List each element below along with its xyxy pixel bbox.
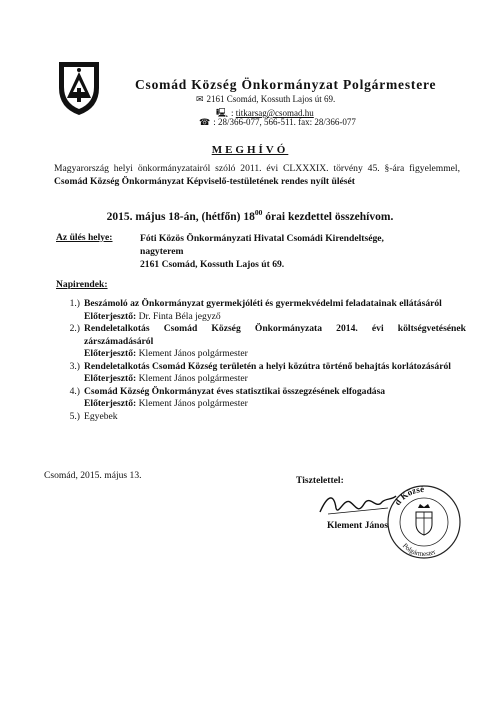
agenda-item: 2.) Rendeletalkotás Csomád Község Önkormányzata 2014. évi költségvetésének zárszámadásáról Előterjesztő: Klement János polgármester (69, 323, 466, 359)
svg-text:d Közsé: d Közsé (392, 483, 425, 508)
office-email: 🖳 : titkarsag@csomad.hu (216, 106, 314, 122)
phone-icon: ☎ (199, 117, 211, 127)
computer-icon: 🖳 (216, 108, 229, 118)
envelope-icon: ✉ (196, 94, 204, 104)
place-date: Csomád, 2015. május 13. (44, 470, 142, 481)
agenda-item: 5.) Egyebek (69, 410, 118, 422)
agenda-list (56, 298, 466, 423)
agenda-item: 1.) Beszámoló az Önkormányzat gyermekjóléti és gyermekvédelmi feladatainak ellátásáról Előterjesztő: Dr. Finta Béla jegyző (69, 298, 442, 322)
email-link[interactable]: titkarsag@csomad.hu (235, 108, 314, 118)
office-title: Csomád Község Önkormányzat Polgármestere (135, 77, 437, 92)
venue-block: Fóti Közös Önkormányzati Hivatal Csomádi Kirendeltsége, nagyterem 2161 Csomád, Kossuth Lajos út 69. (140, 233, 384, 270)
svg-text:Polgármester: Polgármester (400, 541, 437, 559)
agenda-item: 3.) Rendeletalkotás Csomád Község területén a helyi közútra történő behajtás korlátozásáról Előterjesztő: Klement János polgármester (69, 360, 451, 384)
office-phone: ☎ : 28/366-077, 566-511. fax: 28/366-077 (199, 117, 356, 127)
official-stamp (382, 478, 466, 562)
venue-label: Az ülés helye: (56, 232, 113, 243)
office-address: ✉ 2161 Csomád, Kossuth Lajos út 69. (196, 94, 336, 104)
agenda-label: Napirendek: (56, 279, 108, 290)
intro-paragraph: Magyarország helyi önkormányzatairól szóló 2011. évi CLXXXIX. törvény 45. §-ára figyelemmel, Csomád Község Önkormányzat Képviselő-testületének rendes nyílt ülését (54, 163, 460, 187)
agenda-item: 4.) Csomád Község Önkormányzat éves statisztikai összegzésének elfogadása Előterjesztő: Klement János polgármester (69, 385, 386, 409)
greeting: Tisztelettel: (296, 475, 344, 486)
session-date: 2015. május 18-án, (hétfőn) $18^{00}$ órai kezdettel összehívom. (106, 208, 394, 223)
signer-name: Klement János (327, 520, 389, 531)
page-title: MEGHÍVÓ (211, 144, 289, 156)
coat-of-arms-icon (55, 58, 103, 118)
